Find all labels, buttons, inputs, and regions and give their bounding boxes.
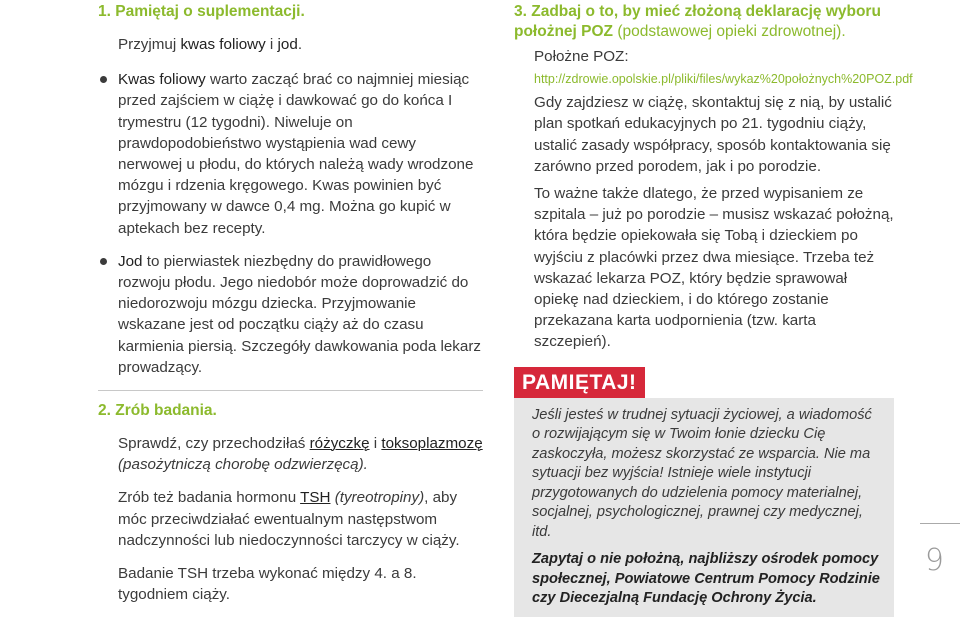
section-3-p1: Gdy zajdziesz w ciążę, skontaktuj się z nią, by ustalić plan spotkań edukacyjnych po 21. tygodniu ciąży, ustalić zasady współpracy, sposób kontaktowania się zarówno przed porodem, jak i po porodzie. xyxy=(534,94,892,175)
left-column xyxy=(98,0,483,605)
section-3-p2: To ważne także dlatego, że przed wypisaniem ze szpitala – już po porodzie – musisz wskazać położną, która będzie opiekowała się Tobą i dzieckiem po wyjściu z placówki przez dwa miesiące. Trzeba też wskazać lekarza POZ, który będzie sprawował opiekę nad dzieckiem, i do którego zostanie przekazana karta uodpornienia (tzw. karta szczepień). xyxy=(534,185,894,351)
page-number: 9 xyxy=(924,543,944,578)
remember-content xyxy=(514,398,894,617)
section-3-title: 3. Zadbaj o to, by mieć złożoną deklarację wyboru położnej POZ (podstawowej opieki zdrowotnej). xyxy=(514,3,881,40)
section-1-title: 1. Pamiętaj o suplementacji. xyxy=(98,3,305,20)
poz-label: Położne POZ: xyxy=(534,48,629,65)
page-number-rule xyxy=(920,523,960,524)
remember-box xyxy=(514,367,894,617)
remember-p2: Zapytaj o nie położną, najbliższy ośrodek pomocy społecznej, Powiatowe Centrum Pomocy Rodzinie czy Diecezjalną Fundację Ochrony Życia. xyxy=(532,551,880,607)
section-2-p2: Zrób też badania hormonu TSH (tyreotropiny), aby móc przeciwdziałać ewentualnym następstwom nadczynności lub niedoczynności tarczycy w ciąży. xyxy=(118,489,460,549)
remember-p1: Jeśli jesteś w trudnej sytuacji życiowej, a wiadomość o rozwijającym się w Twoim łonie dziecku Cię zaskoczyła, możesz skorzystać ze wsparcia. Nie ma sytuacji bez wyjścia! Istnieje wiele instytucji przygotowanych do udzielenia pomocy materialnej, socjalnej, psychologicznej, prawnej czy medycznej, itd. xyxy=(532,406,872,540)
section-divider xyxy=(98,390,483,391)
section-2-p1: Sprawdź, czy przechodziłaś różyczkę i toksoplazmozę (pasożytniczą chorobę odzwierzęcą). xyxy=(118,435,483,474)
section-2-p3: Badanie TSH trzeba wykonać między 4. a 8. tygodniem ciąży. xyxy=(118,565,417,604)
section-1-intro: Przyjmuj kwas foliowy i jod. xyxy=(118,36,303,53)
right-column xyxy=(514,0,913,617)
bullet-folic-acid: Kwas foliowy warto zacząć brać co najmniej miesiąc przed zajściem w ciążę i dawkować go do końca I trymestru (12 tygodni). Niweluje on prawdopodobieństwo wystąpienia wad cewy nerwowej u płodu, do których należą wady wrodzone mózgu i rdzenia kręgowego. Kwas powinien być przyjmowany w dawce 0,4 mg. Można go kupić w aptekach bez recepty. xyxy=(98,69,483,239)
section-2-title: 2. Zrób badania. xyxy=(98,402,217,420)
bullet-iodine: Jod to pierwiastek niezbędny do prawidłowego rozwoju płodu. Jego niedobór może doprowadzić do niedorozwoju mózgu dziecka. Przyjmowanie wskazane jest od początku ciąży aż do czasu karmienia piersią. Szczegóły dawkowania poda lekarz prowadzący. xyxy=(98,251,483,378)
poz-link[interactable]: http://zdrowie.opolskie.pl/pliki/files/wykaz%20położnych%20POZ.pdf xyxy=(534,72,913,87)
remember-heading: PAMIĘTAJ! xyxy=(514,367,645,398)
